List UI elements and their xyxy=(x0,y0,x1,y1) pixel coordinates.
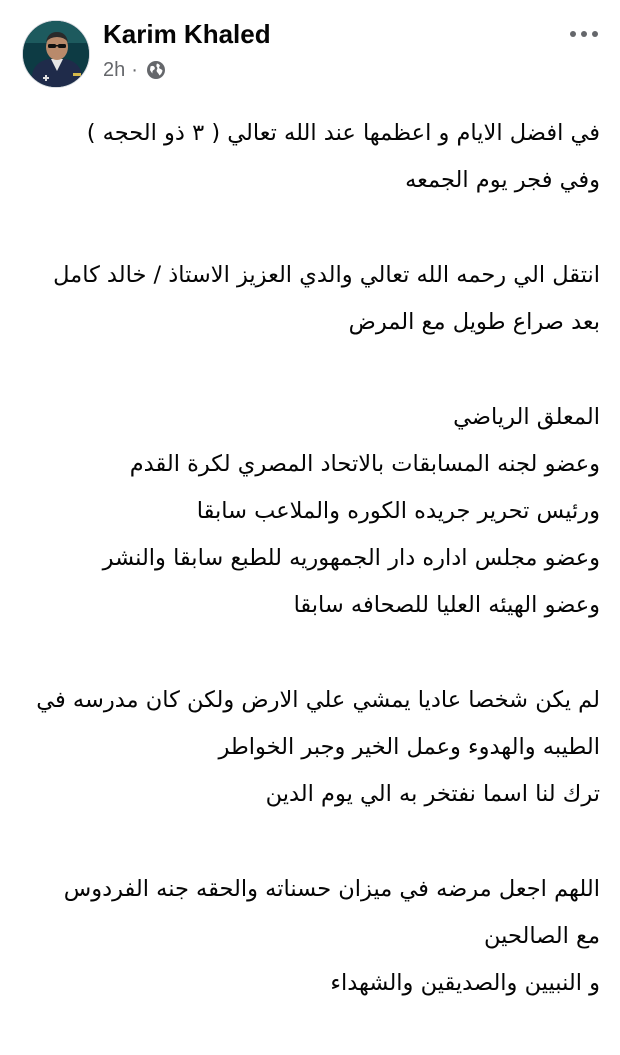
text-line: وعضو لجنه المسابقات بالاتحاد المصري لكرة القدم xyxy=(129,451,600,477)
paragraph xyxy=(12,677,600,818)
text-line: في افضل الايام و اعظمها عند الله تعالي ( ٣ ذو الحجه ) xyxy=(86,120,600,146)
text-line: اللهم اجعل مرضه في ميزان حسناته والحقه جنه الفردوس xyxy=(63,876,600,902)
more-options-button[interactable] xyxy=(558,18,610,50)
text-line: لم يكن شخصا عاديا يمشي علي الارض ولكن كان مدرسه في xyxy=(36,687,600,713)
text-line: الطيبه والهدوء وعمل الخير وجبر الخواطر xyxy=(218,734,600,760)
globe-icon[interactable] xyxy=(146,60,166,80)
post-meta xyxy=(103,56,166,84)
avatar-photo xyxy=(23,21,90,88)
paragraph xyxy=(12,252,600,346)
more-options-icon xyxy=(570,31,598,37)
text-line: انتقل الي رحمه الله تعالي والدي العزيز الاستاذ / خالد كامل xyxy=(53,262,600,288)
meta-separator: · xyxy=(131,58,138,81)
text-line: و النبيين والصديقين والشهداء xyxy=(330,970,600,996)
text-line: بعد صراع طويل مع المرض xyxy=(348,309,600,335)
text-line: المعلق الرياضي xyxy=(453,404,600,430)
text-line: وعضو الهيئه العليا للصحافه سابقا xyxy=(293,592,600,618)
post-time[interactable]: 2h xyxy=(103,58,126,81)
text-line: ورئيس تحرير جريده الكوره والملاعب سابقا xyxy=(196,498,600,524)
text-line: مع الصالحين xyxy=(484,923,600,949)
post-header xyxy=(0,0,620,100)
text-line: ترك لنا اسما نفتخر به الي يوم الدين xyxy=(265,781,600,807)
paragraph xyxy=(12,394,600,629)
post-body xyxy=(12,110,600,1055)
paragraph xyxy=(12,866,600,1007)
text-line: وعضو مجلس اداره دار الجمهوريه للطبع سابقا والنشر xyxy=(102,545,600,571)
text-line: وفي فجر يوم الجمعه xyxy=(405,167,600,193)
paragraph xyxy=(12,110,600,204)
author-avatar[interactable] xyxy=(22,20,90,88)
author-name[interactable]: Karim Khaled xyxy=(103,19,271,49)
